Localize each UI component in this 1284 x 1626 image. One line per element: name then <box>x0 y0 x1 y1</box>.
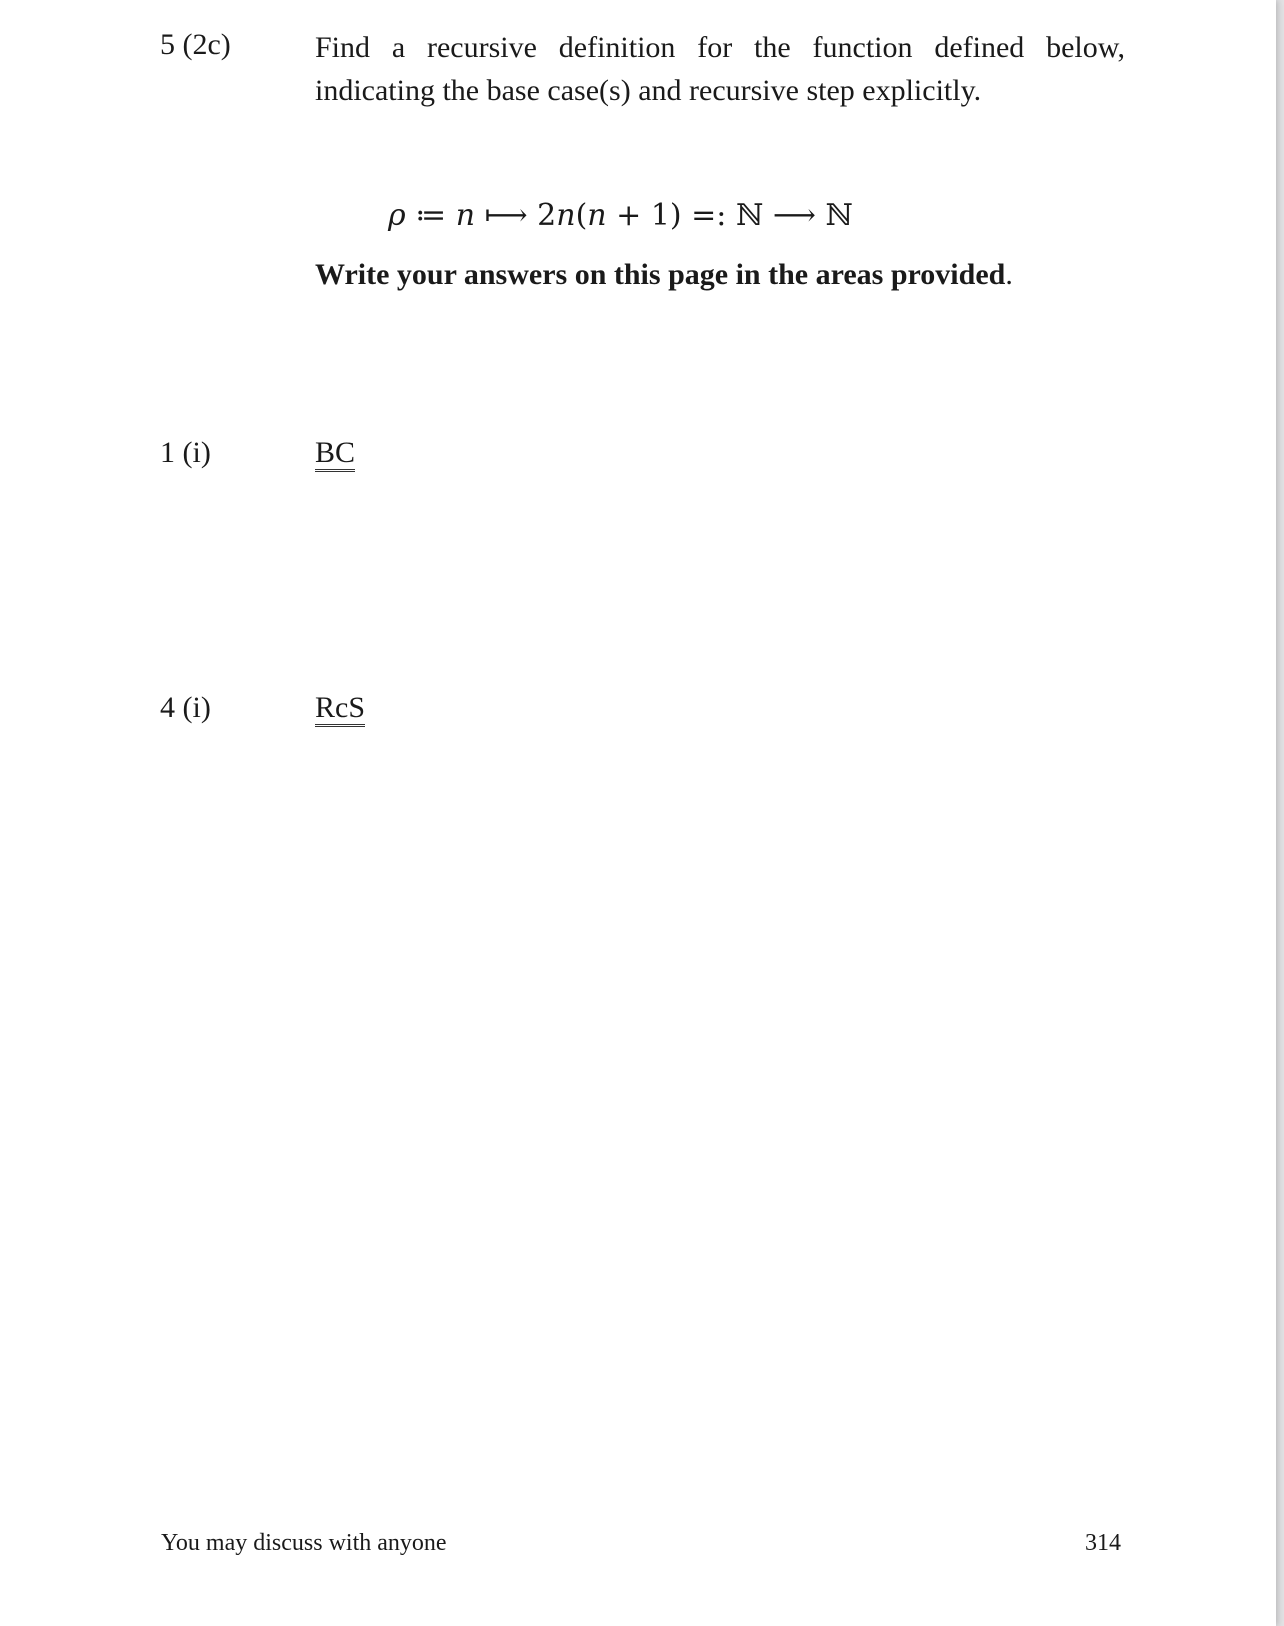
function-definition-formula <box>388 198 853 233</box>
question-text <box>315 26 1125 112</box>
formula-assign: ≔ <box>405 198 456 233</box>
page-number: 314 <box>1085 1530 1121 1556</box>
answer-label-base-case: BC <box>315 438 355 472</box>
instruction-main: Write your answers on this page in the areas provided <box>315 258 1006 291</box>
formula-domain: ℕ <box>735 198 764 233</box>
formula-expr-n2: n <box>587 198 607 233</box>
question-text-line-2: indicating the base case(s) and recursive step explicitly. <box>315 74 982 107</box>
formula-expr-open: ( <box>575 198 588 233</box>
formula-expr-rest: + 1) <box>606 198 682 233</box>
formula-expr-pre: 2 <box>537 198 557 233</box>
formula-mapsto: ⟼ <box>475 198 538 233</box>
instruction-period: . <box>1005 258 1013 291</box>
formula-codomain: ℕ <box>825 198 853 233</box>
formula-expr-n1: n <box>556 198 576 233</box>
formula-rho: ρ <box>388 198 406 233</box>
footer-note: You may discuss with anyone <box>161 1530 447 1556</box>
answer-number-2: 4 (i) <box>160 691 211 724</box>
answer-number-1: 1 (i) <box>160 436 211 469</box>
question-number: 5 (2c) <box>160 28 231 61</box>
formula-n: n <box>455 198 476 233</box>
answer-label-recursive-step: RcS <box>315 693 365 727</box>
question-text-line-1: Find a recursive definition for the function defined below, <box>315 31 1125 64</box>
formula-type-sep: =: <box>681 198 736 233</box>
instruction-text <box>315 258 1013 292</box>
formula-arrow: ⟶ <box>763 198 826 233</box>
